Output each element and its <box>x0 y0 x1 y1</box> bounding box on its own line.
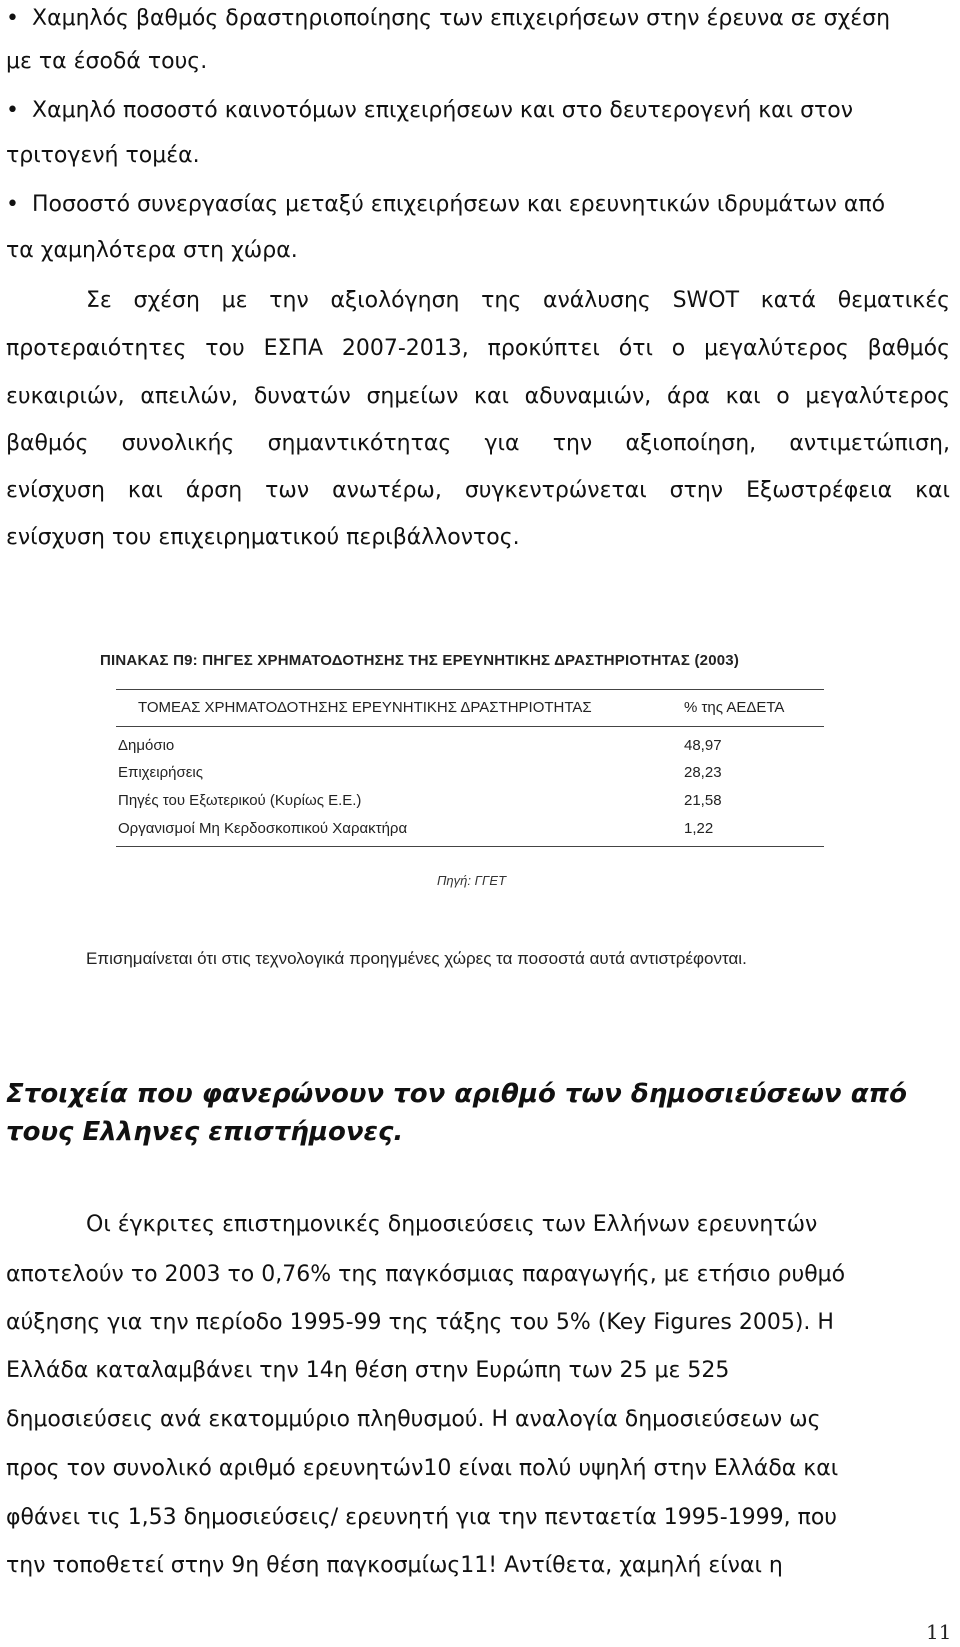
paragraph-line: φθάνει τις 1,53 δημοσιεύσεις/ ερευνητή για την πενταετία 1995-1999, που <box>6 1505 838 1530</box>
table-cell-label: Επιχειρήσεις <box>118 764 203 781</box>
paragraph-line: ενίσχυση του επιχειρηματικού περιβάλλοντος. <box>6 525 520 550</box>
table-cell-value: 1,22 <box>684 820 714 837</box>
paragraph-line: την τοποθετεί στην 9η θέση παγκοσμίως11! Αντίθετα, χαμηλή είναι η <box>6 1553 783 1578</box>
section-heading-line-2: τους Ελληνες επιστήμονες. <box>6 1117 404 1147</box>
table-rule-header <box>116 726 824 727</box>
paragraph-line: Ελλάδα καταλαμβάνει την 14η θέση στην Ευρώπη των 25 με 525 <box>6 1358 730 1383</box>
table-cell-value: 48,97 <box>684 737 722 754</box>
table-header-sector: ΤΟΜΕΑΣ ΧΡΗΜΑΤΟΔΟΤΗΣΗΣ ΕΡΕΥΝΗΤΙΚΗΣ ΔΡΑΣΤΗΡΙΟΤΗΤΑΣ <box>138 699 592 716</box>
table-row <box>116 792 824 816</box>
table-cell-value: 28,23 <box>684 764 722 781</box>
bullet-item-3 <box>6 192 885 218</box>
table-row <box>116 737 824 761</box>
section-heading-line-1: Στοιχεία που φανερώνουν τον αριθμό των δημοσιεύσεων από <box>6 1079 907 1109</box>
bullet-icon: • <box>6 6 19 31</box>
bullet-continuation: με τα έσοδά τους. <box>6 49 208 74</box>
table-note: Επισημαίνεται ότι στις τεχνολογικά προηγμένες χώρες τα ποσοστά αυτά αντιστρέφονται. <box>86 949 747 968</box>
paragraph-line: αποτελούν το 2003 το 0,76% της παγκόσμιας παραγωγής, με ετήσιο ρυθμό <box>6 1262 846 1287</box>
paragraph-line: προς τον συνολικό αριθμό ερευνητών10 είναι πολύ υψηλή στην Ελλάδα και <box>6 1456 839 1481</box>
paragraph-line: αύξησης για την περίοδο 1995-99 της τάξης του 5% (Key Figures 2005). Η <box>6 1310 834 1335</box>
bullet-text: Χαμηλό ποσοστό καινοτόμων επιχειρήσεων και στο δευτερογενή και στον <box>32 98 854 123</box>
table-cell-label: Πηγές του Εξωτερικού (Κυρίως Ε.Ε.) <box>118 792 362 809</box>
table-header-percent: % της ΑΕΔΕΤΑ <box>684 699 785 716</box>
table-rule-bottom <box>116 846 824 847</box>
table-source: Πηγή: ΓΓΕΤ <box>437 873 507 888</box>
paragraph-line: ενίσχυση και άρση των ανωτέρω, συγκεντρώνεται στην Εξωστρέφεια και <box>6 478 950 503</box>
bullet-continuation: τα χαμηλότερα στη χώρα. <box>6 238 298 263</box>
paragraph-line: προτεραιότητες του ΕΣΠΑ 2007-2013, προκύπτει ότι ο μεγαλύτερος βαθμός <box>6 336 950 361</box>
bullet-item-2 <box>6 98 853 124</box>
paragraph-line: Οι έγκριτες επιστημονικές δημοσιεύσεις των Ελλήνων ερευνητών <box>86 1212 818 1237</box>
bullet-icon: • <box>6 192 19 217</box>
paragraph-line: βαθμός συνολικής σημαντικότητας για την αξιοποίηση, αντιμετώπιση, <box>6 431 950 456</box>
table-cell-label: Δημόσιο <box>118 737 175 754</box>
paragraph-line: ευκαιριών, απειλών, δυνατών σημείων και αδυναμιών, άρα και ο μεγαλύτερος <box>6 384 950 409</box>
table-row <box>116 764 824 788</box>
bullet-continuation: τριτογενή τομέα. <box>6 143 200 168</box>
page-number: 11 <box>926 1620 952 1644</box>
paragraph-line: δημοσιεύσεις ανά εκατομμύριο πληθυσμού. Η αναλογία δημοσιεύσεων ως <box>6 1407 821 1432</box>
bullet-icon: • <box>6 98 19 123</box>
table-row <box>116 820 824 844</box>
bullet-item-1 <box>6 6 890 32</box>
table-rule-top <box>116 689 824 690</box>
table-cell-label: Οργανισμοί Μη Κερδοσκοπικού Χαρακτήρα <box>118 820 408 837</box>
table-title: ΠΙΝΑΚΑΣ Π9: ΠΗΓΕΣ ΧΡΗΜΑΤΟΔΟΤΗΣΗΣ ΤΗΣ ΕΡΕΥΝΗΤΙΚΗΣ ΔΡΑΣΤΗΡΙΟΤΗΤΑΣ (2003) <box>100 652 740 669</box>
bullet-text: Χαμηλός βαθμός δραστηριοποίησης των επιχειρήσεων στην έρευνα σε σχέση <box>32 6 891 31</box>
table-cell-value: 21,58 <box>684 792 722 809</box>
bullet-text: Ποσοστό συνεργασίας μεταξύ επιχειρήσεων και ερευνητικών ιδρυμάτων από <box>32 192 886 217</box>
paragraph-line: Σε σχέση με την αξιολόγηση της ανάλυσης SWOT κατά θεματικές <box>86 288 950 313</box>
